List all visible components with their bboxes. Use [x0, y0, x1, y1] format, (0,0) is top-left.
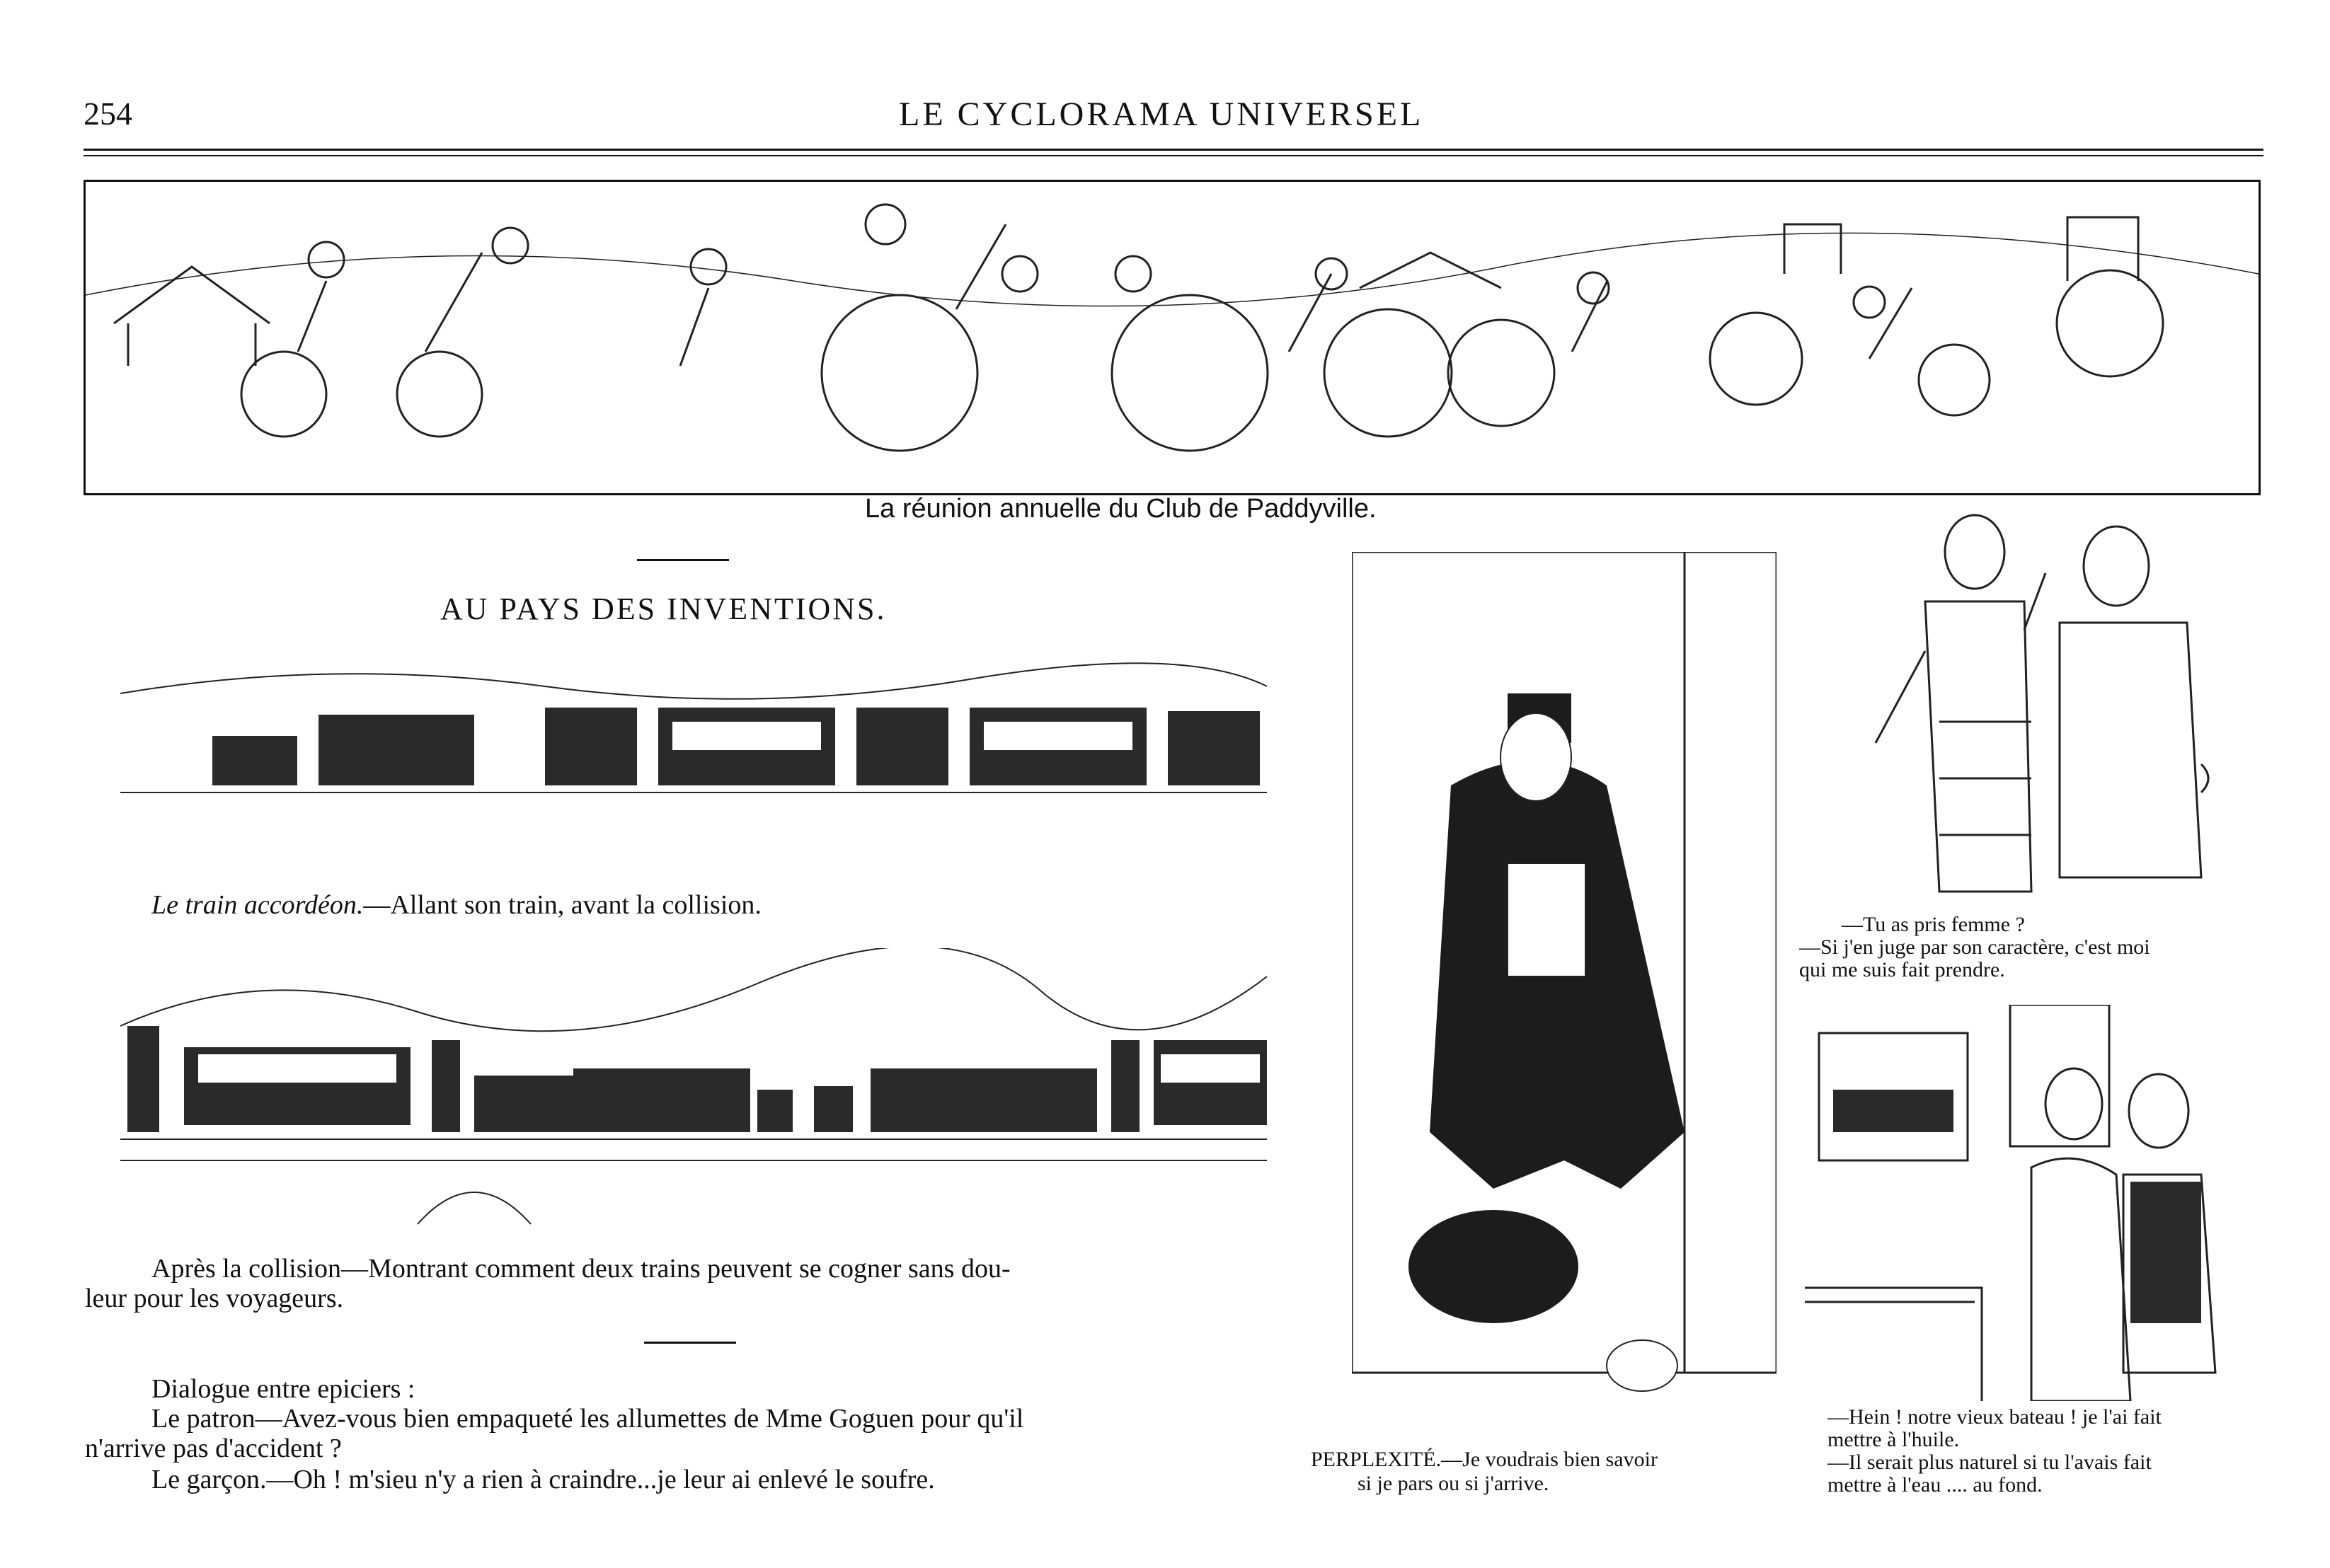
dialogue-line1: Le patron—Avez-vous bien empaqueté les allumettes de Mme Goguen pour qu'il — [151, 1404, 1024, 1434]
perplexite-label: PERPLEXITÉ. — [1311, 1448, 1442, 1471]
femme-illustration — [1833, 509, 2229, 906]
perplexite-illustration — [1352, 552, 1777, 1443]
inventions-heading: AU PAYS DES INVENTIONS. — [440, 592, 887, 626]
perplexite-line1: —Je voudrais bien savoir — [1441, 1448, 1658, 1471]
collision-train-illustration — [120, 948, 1267, 1231]
header-rule-top — [84, 149, 2263, 151]
running-title: LE CYCLORAMA UNIVERSEL — [899, 96, 1424, 133]
dialogue-heading: Dialogue entre epiciers : — [151, 1374, 415, 1404]
accordion-train-caption-title: Le train accordéon. — [151, 890, 364, 920]
femme-line3: qui me suis fait prendre. — [1799, 958, 2005, 981]
bateau-illustration — [1805, 1005, 2272, 1401]
femme-line1: —Tu as pris femme ? — [1842, 913, 2025, 936]
femme-line2: —Si j'en juge par son caractère, c'est moi — [1799, 935, 2150, 959]
paddyville-cartoon-frame — [84, 180, 2261, 495]
section-divider-2 — [644, 1342, 736, 1344]
bateau-line4: mettre à l'eau .... au fond. — [1827, 1473, 2043, 1497]
paddyville-cartoon-illustration — [86, 182, 2259, 493]
dialogue-line2: n'arrive pas d'accident ? — [85, 1434, 342, 1463]
page-number: 254 — [84, 96, 132, 132]
dialogue-line3: Le garçon.—Oh ! m'sieu n'y a rien à craindre...je leur ai enlevé le soufre. — [151, 1465, 935, 1494]
perplexite-caption-line1 — [1311, 1448, 1658, 1472]
perplexite-line2: si je pars ou si j'arrive. — [1358, 1472, 1549, 1495]
collision-caption-line1: Après la collision—Montrant comment deux trains peuvent se cogner sans dou- — [151, 1254, 1011, 1284]
bateau-line2: mettre à l'huile. — [1827, 1428, 1960, 1451]
accordion-train-illustration — [120, 644, 1267, 814]
accordion-train-caption-text: —Allant son train, avant la collision. — [363, 890, 762, 920]
bateau-line1: —Hein ! notre vieux bateau ! je l'ai fait — [1827, 1405, 2162, 1429]
section-divider-1 — [637, 559, 729, 561]
accordion-train-caption — [151, 889, 762, 921]
collision-caption-line2: leur pour les voyageurs. — [85, 1284, 344, 1313]
header-rule-bottom — [84, 155, 2263, 156]
bateau-line3: —Il serait plus naturel si tu l'avais fait — [1827, 1451, 2152, 1474]
paddyville-caption: La réunion annuelle du Club de Paddyville. — [865, 494, 1377, 524]
